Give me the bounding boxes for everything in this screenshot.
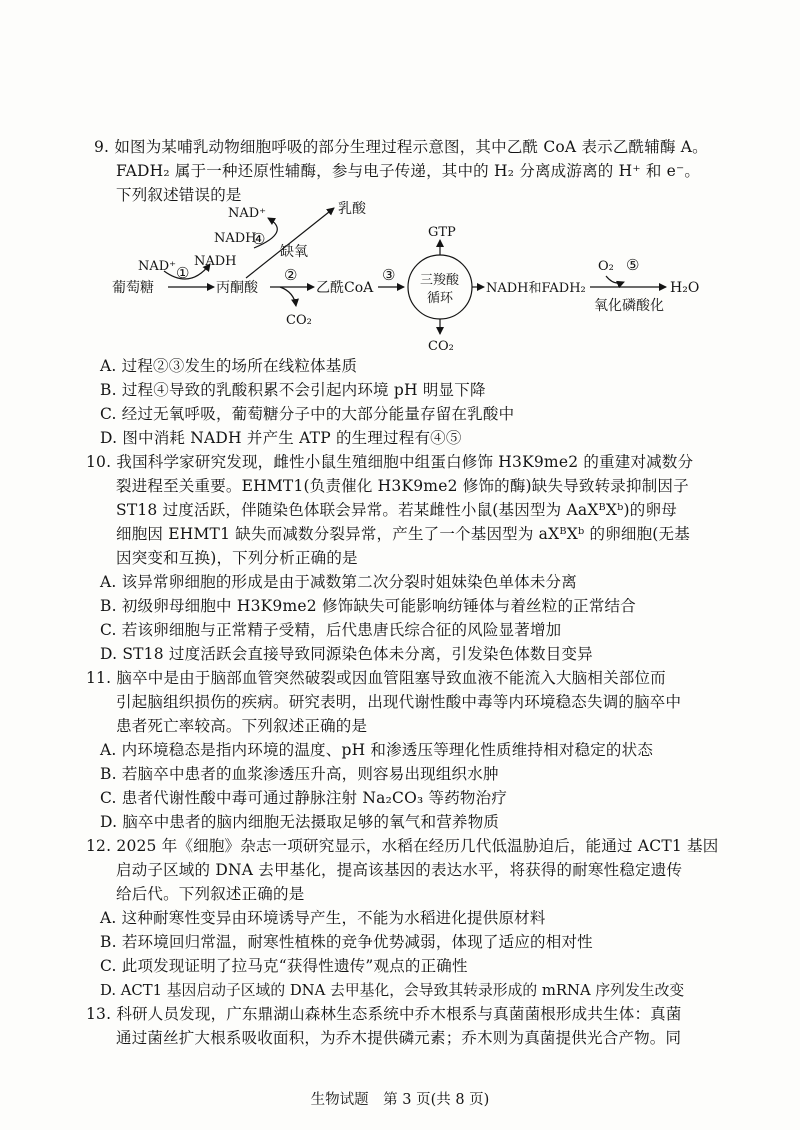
q11-option-c: C. 患者代谢性酸中毒可通过静脉注射 Na₂CO₃ 等药物治疗 bbox=[100, 789, 508, 807]
q10-option-d: D. ST18 过度活跃会直接导致同源染色体未分离，引发染色体数目变异 bbox=[100, 645, 593, 663]
q9-option-d: D. 图中消耗 NADH 并产生 ATP 的生理过程有④⑤ bbox=[100, 429, 462, 447]
label-h2o: H₂O bbox=[670, 280, 700, 296]
q12-option-c: C. 此项发现证明了拉马克“获得性遗传”观点的正确性 bbox=[100, 957, 468, 975]
q13-stem-line-2: 通过菌丝扩大根系吸收面积，为乔木提供磷元素；乔木则为真菌提供光合产物。同 bbox=[116, 1029, 682, 1047]
label-acetyl-coa: 乙酰CoA bbox=[316, 280, 374, 296]
q11-stem-line-3: 患者死亡率较高。下列叙述正确的是 bbox=[116, 717, 368, 735]
label-o2: O₂ bbox=[598, 259, 614, 274]
label-nadh-4: NADH bbox=[214, 231, 257, 246]
label-step-3: ③ bbox=[382, 266, 396, 284]
q12-stem-line-2: 启动子区域的 DNA 去甲基化，提高该基因的表达水平，将获得的耐寒性稳定遗传 bbox=[116, 861, 683, 879]
q9-respiration-diagram bbox=[100, 196, 740, 356]
q10-stem-line-4: 细胞因 EHMT1 缺失而减数分裂异常，产生了一个基因型为 aXᴮXᵇ 的卵细胞(无基 bbox=[116, 525, 690, 543]
q12-stem-line-1: 12. 2025 年《细胞》杂志一项研究显示，水稻在经历几代低温胁迫后，能通过 ACT1 基因 bbox=[86, 837, 719, 855]
q11-option-b: B. 若脑卒中患者的血浆渗透压升高，则容易出现组织水肿 bbox=[100, 765, 499, 783]
arrow-co2-release-2 bbox=[280, 287, 296, 306]
q10-option-a: A. 该异常卵细胞的形成是由于减数第二次分裂时姐妹染色单体未分离 bbox=[100, 573, 577, 591]
q11-stem-line-2: 引起脑组织损伤的疾病。研究表明，出现代谢性酸中毒等内环境稳态失调的脑卒中 bbox=[116, 693, 682, 711]
q12-option-d: D. ACT1 基因启动子区域的 DNA 去甲基化，会导致其转录形成的 mRNA 序列发生改变 bbox=[100, 982, 685, 999]
label-gtp: GTP bbox=[428, 225, 456, 240]
q9-stem-line-2: FADH₂ 属于一种还原性辅酶，参与电子传递，其中的 H₂ 分离成游离的 H⁺ 和 e⁻。 bbox=[116, 162, 701, 180]
q10-stem-line-2: 裂进程至关重要。EHMT1(负责催化 H3K9me2 修饰的酶)缺失导致转录抑制因子 bbox=[116, 477, 689, 495]
label-co2-2: CO₂ bbox=[286, 313, 312, 328]
q9-stem-line-3: 下列叙述错误的是 bbox=[116, 186, 242, 204]
q11-option-d: D. 脑卒中患者的脑内细胞无法摄取足够的氧气和营养物质 bbox=[100, 813, 500, 831]
label-lactate: 乳酸 bbox=[338, 201, 366, 217]
q9-option-a: A. 过程②③发生的场所在线粒体基质 bbox=[100, 357, 358, 375]
q11-stem-line-1: 11. 脑卒中是由于脑部血管突然破裂或因血管阻塞导致血液不能流入大脑相关部位而 bbox=[86, 669, 666, 687]
label-anoxia: 缺氧 bbox=[280, 244, 308, 260]
label-pyruvate: 丙酮酸 bbox=[216, 280, 258, 296]
label-oxphos: 氧化磷酸化 bbox=[594, 298, 664, 314]
label-tca-line-1: 三羧酸 bbox=[420, 273, 460, 288]
q11-option-a: A. 内环境稳态是指内环境的温度、pH 和渗透压等理化性质维持相对稳定的状态 bbox=[100, 741, 654, 759]
q12-stem-line-3: 给后代。下列叙述正确的是 bbox=[116, 885, 305, 903]
q10-stem-line-1: 10. 我国科学家研究发现，雌性小鼠生殖细胞中组蛋白修饰 H3K9me2 的重建对减数分 bbox=[86, 453, 694, 471]
label-step-5: ⑤ bbox=[626, 256, 640, 274]
label-nad-plus-1: NAD⁺ bbox=[138, 259, 177, 274]
label-tca-line-2: 循环 bbox=[427, 291, 454, 306]
q10-option-b: B. 初级卵母细胞中 H3K9me2 修饰缺失可能影响纺锤体与着丝粒的正常结合 bbox=[100, 597, 636, 615]
q10-stem-line-3: ST18 过度活跃，伴随染色体联会异常。若某雌性小鼠(基因型为 AaXᴮXᵇ)的卵母 bbox=[116, 501, 677, 519]
label-nadh-fadh2: NADH和FADH₂ bbox=[486, 281, 586, 296]
q9-option-b: B. 过程④导致的乳酸积累不会引起内环境 pH 明显下降 bbox=[100, 381, 486, 399]
q13-stem-line-1: 13. 科研人员发现，广东鼎湖山森林生态系统中乔木根系与真菌菌根形成共生体：真菌 bbox=[86, 1005, 682, 1023]
page-footer: 生物试题 第 3 页(共 8 页) bbox=[310, 1092, 490, 1108]
label-step-1: ① bbox=[176, 264, 190, 282]
label-nad-plus-4: NAD⁺ bbox=[228, 206, 267, 221]
q10-stem-line-5: 因突变和互换)，下列分析正确的是 bbox=[116, 549, 358, 567]
q9-stem-line-1: 9. 如图为某哺乳动物细胞呼吸的部分生理过程示意图，其中乙酰 CoA 表示乙酰辅酶 A。 bbox=[94, 138, 708, 156]
label-co2-3: CO₂ bbox=[428, 339, 454, 354]
q10-option-c: C. 若该卵细胞与正常精子受精，后代患唐氏综合征的风险显著增加 bbox=[100, 621, 562, 639]
label-step-2: ② bbox=[284, 266, 298, 284]
label-nadh-1: NADH bbox=[194, 254, 237, 269]
arrow-o2-consumption bbox=[606, 276, 624, 283]
q12-option-a: A. 这种耐寒性变异由环境诱导产生，不能为水稻进化提供原材料 bbox=[100, 909, 546, 927]
label-step-4: ④ bbox=[252, 230, 266, 248]
q12-option-b: B. 若环境回归常温，耐寒性植株的竞争优势减弱，体现了适应的相对性 bbox=[100, 933, 593, 951]
label-glucose: 葡萄糖 bbox=[112, 280, 154, 296]
q9-option-c: C. 经过无氧呼吸，葡萄糖分子中的大部分能量存留在乳酸中 bbox=[100, 405, 515, 423]
